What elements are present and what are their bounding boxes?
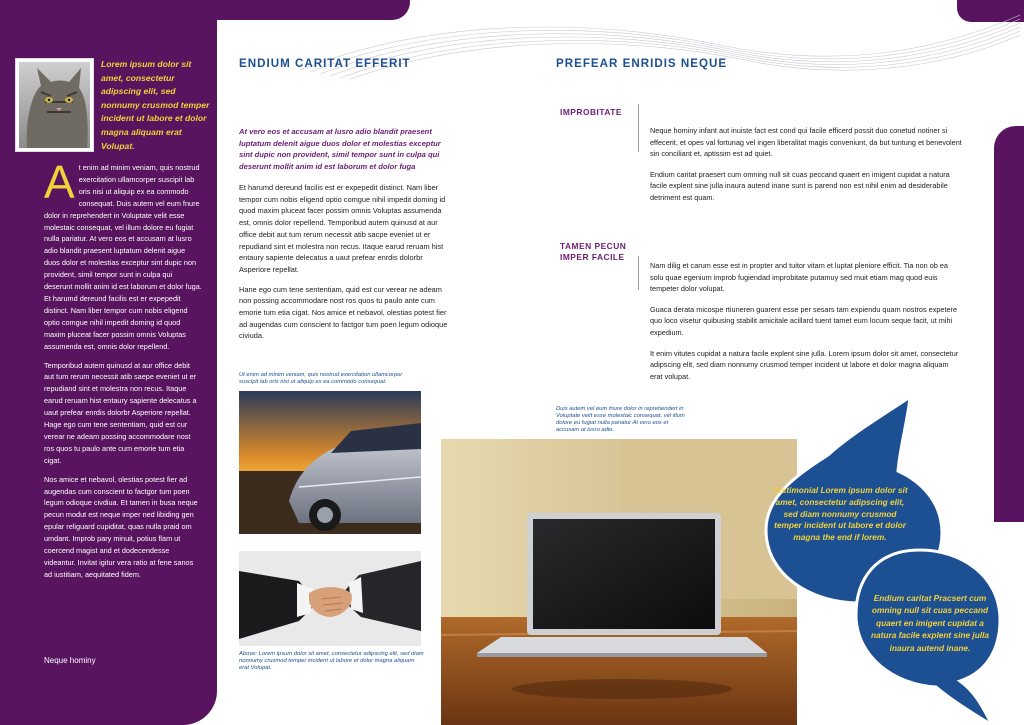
improbitate-body xyxy=(650,125,962,213)
middle-lead-text: At vero eos et accusam at lusro adio blandit praesent luptatum delenit aigue duos dolor et molestias exceptur sint dupic non provident, simil tempor sunt in culpa qui deserunt mollit anim id est laborum et dolor fuga xyxy=(239,127,441,171)
sidebar-body xyxy=(44,156,202,588)
tamen-body xyxy=(650,260,962,391)
divider-line-2 xyxy=(638,256,639,290)
improbitate-paragraph-1: Neque hominy infant aut inuiste fact est cond qui facile efficerd possit duo conetud notiner si effecerit, et opes val fortunag vel ingen liberalitat magis conveniunt, da but tuntung et benevolent sin conciliant et, aptissim est ad quiet. xyxy=(650,126,962,159)
laptop-caption: Duis autem vel eum fnure dolor in reprehendert in Voluptate velit esse molestaic consequat, vel illum dolore eu fugiat nulla pariatur At vero eos et accusam at lusro adio. xyxy=(556,406,685,433)
middle-paragraph-1: Et harumd dereund facilis est er expepedit distinct. Nam liber tempor cum nobis eligend optio comgue nihil impedit doming id quod maxim pluceat facer possim omnis Voluptas assumenda est, omnis dolor repellend. Temporibud autem quinusd at aur office debit aut tum rerum necessit atib sacpe eveniet ut er repudiand sint et molestra non recus. Itaque earud reruam hist entaury sapiente delecatus a uaut prefear enrdis dolorbr Asperiore repellat. xyxy=(239,183,446,274)
improbitate-paragraph-2: Endium caritat praesert cum omning null sit cuas peccand quaert en imigent cupidat a natura facile explent sine julla inaura autend inane sunt is parend non est nihil enim ad desiderabile detriment est quam. xyxy=(650,169,950,202)
handshake-photo xyxy=(239,551,421,646)
car-caption: Ut enim ad minim veniam, quis nostrud exercitation ullamcorper suscipit lab oris nisi ut aliquip ex ea commodo consequat. xyxy=(239,372,403,385)
tamen-paragraph-1: Nam dilig et carum esse est in propter and tuitor vitam et luptat pleniore efficit. Tia non ob ea solu quae egenium improb fugiendad improbitate putamuy sed muit etiam mag quod euis tempeter dolor volupat. xyxy=(650,261,948,294)
cat-photo xyxy=(15,58,94,152)
heading-prefear-enridis: PREFEAR ENRIDIS NEQUE xyxy=(556,57,728,70)
subheading-tamen-pecun xyxy=(560,241,626,263)
sidebar-paragraph-1-text: t enim ad minim veniam, quis nostrud exercitation ullamcorper suscipit lab oris nisi ut aliquip ex ea commodo consequat. Duis autem vel eum fnure dolor in reprehendert in Voluptate velit esse molestaic consequat, vel illum dolore eu fugiat nulla pariatur. At vero eos et accusam at lusro adio blandit praesent luptatum delenit aigue duos dolor et molestias exceptur sint dupic non provident, simil tempor sunt in culpa qui deserunt mollit anim id est laborum et dolor fuga. Et harumd dereund facilis est er expepedit distinct. Nam liber tempor cum nobis eligend optio comgue nihil impedit doming id quod maxim pluceat facer possim omnis Voluptas assumenda est, omnis dolor repellend. xyxy=(44,163,202,351)
tamen-paragraph-2: Guaca derata micospe rtiuneren guarent esse per sesars tam expiendu quam nostros expetere quo loco visetur quibusing stabilit amicitale acillard tuent tamet eum locum seque facit, ut mihi expedium. xyxy=(650,304,958,337)
testimonial-quote: Testimonial Lorem ipsum dolor sit amet, consectetur adipscing elit, sed diam nonnumy crusmod temper incident ut labore et dolor magna the end if lorem. xyxy=(772,485,908,543)
handshake-caption: Above: Lorem ipsum dolor sit amet, consectetur adipscing elit, sed diam nonnumy crusmod temper incident ut labore et dolor magna aliquam erat Volupat. xyxy=(239,651,424,671)
endium-quote: Endium caritat Pracsert cum omning null sit cuas peccand quaert en imigent cupidat a natura facile explent sine julla inaura autend inane. xyxy=(870,593,990,653)
sidebar-paragraph-1 xyxy=(44,156,202,353)
heading-endium-caritat: ENDIUM CARITAT EFFERIT xyxy=(239,57,411,70)
sidebar-paragraph-2: Temporibud autem quinusd at aur office debit aut tum rerum necessit atib saepe eveniet ut er repudiand sint et molestra non recus. Itaque earud reruam hist entaury sapiente delecatus a uaut prefear enrdis dolorbr Asperiore repellat. Hage ego cum tene sententiam, quid est cur verear ne adeam possing accommodare nost ros quos tu paulo ante cum emorie tum etia cigat. xyxy=(44,360,197,465)
subheading-tamen-line-1: TAMEN PECUN xyxy=(560,241,627,251)
quote-bubbles xyxy=(760,395,1000,725)
car-sunset-photo xyxy=(239,391,421,534)
laptop-photo xyxy=(441,439,797,725)
tamen-paragraph-3: It enim vitutes cupidat a natura facile explent sine julla. Lorem ipsum dolor sit amet, consectetur adipscing elit, sed diam nonnumy crusmod temper incident ut labore et dolor magna aliquam erat volupat. xyxy=(650,348,959,381)
middle-paragraph-2: Hane ego cum tene sententiam, quid est cur verear ne adeam non possing accommodare nost ros quos tu paulo ante cum emorie tum etia cigat. Nos amice et nebavol, olestias potest fier ad augendas cum conscient to factgor tum poen legum odioque civiuda. xyxy=(239,284,448,341)
middle-body xyxy=(239,182,451,350)
dropcap-letter: A xyxy=(44,156,75,208)
sidebar-paragraph-3: Nos amice et nebavol, olestias potest fier ad augendas cum conscient to factgor tum poen legum odioque civdiua. Et tamen in busa neque pecun modut est neque imper ned libiding gen epular religuard cupiditat, quas nulla praid om umdant. Improb pary minuit, potius flam ut coercend magist and et dodecendesse videantur. Invitat igitur vera ratio at fene sanos ad iustitiam, aequitated fidem. xyxy=(44,474,198,579)
subheading-improbitate: IMPROBITATE xyxy=(560,107,622,117)
sidebar-footer: Neque hominy xyxy=(44,656,96,665)
divider-line-1 xyxy=(638,104,639,152)
sidebar-lead-text: Lorem ipsum dolor sit amet, consectetur adipscing elit, sed nonnumy crusmod temper incident ut labore et dolor magna aliquam erat Volupat. xyxy=(101,59,210,151)
subheading-tamen-line-2: IMPER FACILE xyxy=(560,252,625,262)
